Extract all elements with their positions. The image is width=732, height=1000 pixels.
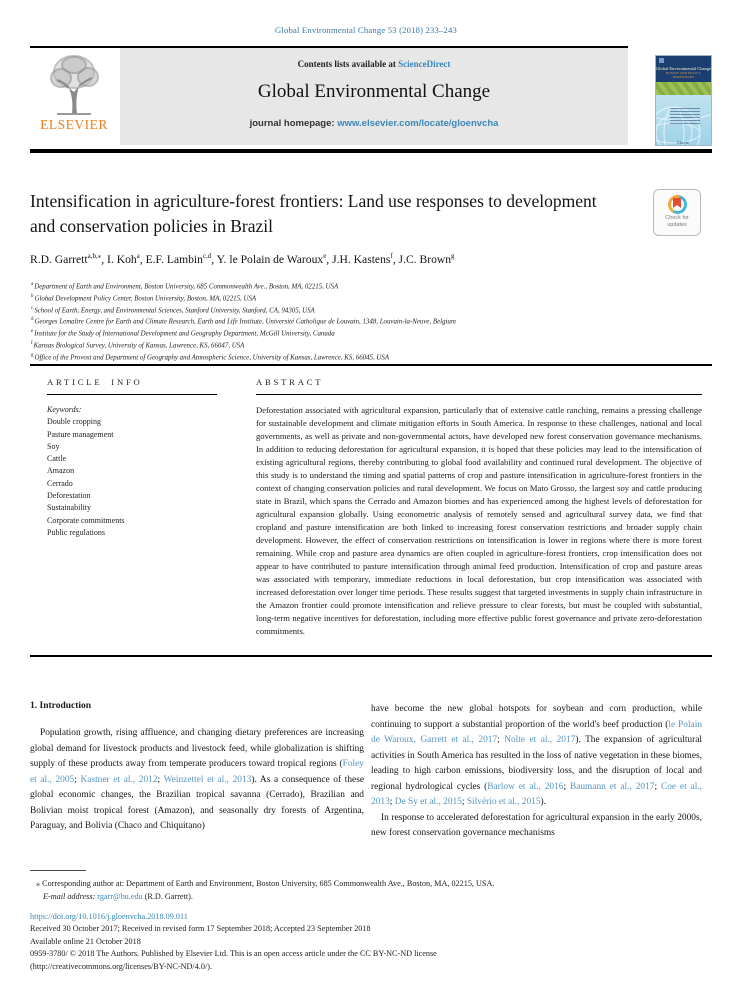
- abstract-column: [256, 377, 702, 638]
- journal-cover-thumbnail[interactable]: [655, 55, 712, 146]
- keyword: Public regulations: [47, 527, 105, 537]
- author[interactable]: J.C. Brown$^g$: [398, 252, 455, 266]
- keyword: Cattle: [47, 454, 67, 464]
- copyright-line: 0959-3780/ © 2018 The Authors. Published by Elsevier Ltd. This is an open access article under the CC BY-NC-ND license: [30, 949, 437, 959]
- abstract-rule: [256, 394, 702, 395]
- email-suffix: (R.D. Garrett).: [142, 892, 193, 901]
- keywords-label: Keywords:: [47, 405, 82, 414]
- keyword: Pasture management: [47, 429, 114, 439]
- journal-title: Global Environmental Change: [257, 81, 491, 102]
- abstract-text: Deforestation associated with agricultural expansion, particularly that of extensive cattle ranching, remains a pressing challenge for sustainable development and climate mitigation efforts in South America. In response to these challenges, national and local governments, as well as private and non-governmental actors, have developed new forest conservation governance mechanisms. In addition to reducing deforestation for agricultural expansion, it is hoped that these policies may lead to the intensification of existing agricultural regions, thereby contributing to global food availability and continued rural development. The objective of this study is to understand the timing and spatial patterns of crop and pasture intensification in agriculture-forest frontiers in the context of changing conservation policies and rural development. We focus on Mato Grosso, the largest soy and cattle producing state in Brazil, which spans the Cerrado and Amazon biomes and has experienced among the highest levels of deforestation for agricultural expansion globally. Using econometric analysis of remotely sensed and agricultural survey data, we find that cropland and pasture intensification are both linked to increasing forest conservation restrictions and broader supply chain development. However, the effect of conservation restrictions on intensification is lower in regions where there is more forest remaining. While crop and pasture area dynamics are often coupled in agriculture-forest frontiers, crop intensification does not appear to have contributed to pasture intensification through animal feed production. Intensification of crop and pasture areas was associated with temporary, immediate reductions in local deforestation, but crop intensification was associated with increased deforestation over longer time periods. These results suggest that targeted investments in supply chain infrastructure in the Amazon frontier could promote intensification and relieve pressure to clear forests, but must be coupled with substantial, long-term negative incentives for deforestation, including more effective public forest governance and private zero-deforestation commitments.: [256, 405, 702, 636]
- article-info-column: [47, 377, 217, 539]
- article-info-heading: ARTICLE INFO: [47, 377, 143, 387]
- author[interactable]: Y. le Polain de Waroux$^e$: [216, 252, 327, 266]
- check-for-updates-badge[interactable]: [653, 189, 701, 236]
- footnote-rule: [30, 870, 86, 871]
- cover-editor-text-block: [670, 108, 700, 126]
- citation-link[interactable]: Weinzettel et al., 2013: [163, 774, 252, 785]
- intro-paragraph: In response to accelerated deforestation for agricultural expansion in the early 2000s, new forest conservation governance mechanisms: [371, 812, 702, 838]
- corresponding-author-note: ⁎ Corresponding author at: Department of Earth and Environment, Boston University, 685 Commonwealth Ave., Boston, MA, 02215, USA.: [36, 879, 495, 888]
- intro-left-column: [30, 726, 364, 835]
- affiliation: $^e$Institute for the Study of International Development and Geography Department, McGill University, Canada: [31, 329, 335, 338]
- homepage-link[interactable]: www.elsevier.com/locate/gloenvcha: [337, 118, 499, 129]
- keyword: Soy: [47, 441, 60, 451]
- keyword: Deforestation: [47, 491, 91, 501]
- intro-paragraph: have become the new global hotspots for soybean and corn production, while continuing to support a substantial proportion of the world's beef production (le Polain de Waroux, Garrett et al., 2017; Nolte et al., 2017). The expansion of agricultural activities in South America has resulted in the loss of native vegetation in these biomes, leading to high carbon emissions, biodiversity loss, and the disruption of local and regional hydrological cycles (Barlow et al., 2016; Baumann et al., 2017; Coe et al., 2013; De Sy et al., 2015; Silvério et al., 2015).: [371, 704, 702, 807]
- journal-homepage-line: [120, 118, 628, 129]
- section-heading-introduction: 1. Introduction: [30, 701, 92, 711]
- affiliation-list: [31, 280, 691, 363]
- cover-publisher: Elsevier: [677, 141, 690, 145]
- email-link[interactable]: rgarr@bu.edu: [97, 892, 143, 901]
- elsevier-wordmark: ELSEVIER: [40, 117, 108, 132]
- cover-tagline: HUMAN AND POLICY DIMENSIONS: [666, 71, 701, 79]
- cover-globe-art: [656, 95, 711, 146]
- license-url-line: (http://creativecommons.org/licenses/BY-NC-ND/4.0/).: [30, 961, 212, 971]
- author[interactable]: R.D. Garrett$^{a,b,⁎}$: [30, 252, 102, 266]
- keyword: Sustainability: [47, 503, 91, 513]
- email-line: [30, 890, 702, 903]
- author-list: R.D. Garrett$^{a,b,⁎}$, I. Koh$^a$, E.F. Lambin$^{c,d}$, Y. le Polain de Waroux$^e$, J.H. Kastens$^f$, J.C. Brown$^g$: [30, 252, 455, 266]
- citation-link[interactable]: Silvério et al., 2015: [466, 797, 541, 807]
- author[interactable]: I. Koh$^a$: [107, 252, 140, 266]
- affiliation: $^g$Office of the Provost and Department of Geography and Atmospheric Science, University of Kansas, Lawrence, KS, 66045, USA: [31, 352, 390, 362]
- journal-banner: [120, 48, 628, 145]
- homepage-prefix: journal homepage:: [249, 118, 338, 129]
- abstract-bottom-rule: [30, 655, 712, 657]
- keyword: Corporate commitments: [47, 515, 125, 525]
- keyword: Amazon: [47, 466, 75, 476]
- elsevier-logo[interactable]: [30, 52, 118, 146]
- crossmark-icon: [668, 195, 687, 214]
- header-bottom-rule: [30, 149, 712, 153]
- contents-prefix: Contents lists available at: [297, 59, 399, 69]
- affiliation: $^a$Department of Earth and Environment, Boston University, 685 Commonwealth Ave., Boston, MA, 02215, USA: [31, 282, 339, 291]
- doi-link[interactable]: https://doi.org/10.1016/j.gloenvcha.2018.09.011: [30, 912, 188, 921]
- article-history-block: [30, 911, 702, 973]
- intro-paragraph: Population growth, rising affluence, and changing dietary preferences are increasing global demand for livestock products and livestock feed, while globalization is shifting supply of these products away from temperate producers toward tropical regions (Foley et al., 2005; Kastner et al., 2012; Weinzettel et al., 2013). As a consequence of these global economic changes, the Brazilian tropical savanna (Cerrado), Brazilian and Bolivian moist tropical forest (Amazon), and seasonally dry forests of Argentina, Paraguay, and Bolivia (Chaco and Chiquitano): [30, 728, 365, 831]
- citation-link[interactable]: Baumann et al., 2017: [569, 781, 655, 792]
- citation-link[interactable]: Foley et al., 2005: [30, 759, 364, 785]
- affiliation: $^b$Global Development Policy Center, Boston University, Boston, MA, 02215, USA: [31, 293, 257, 303]
- keyword: Cerrado: [47, 478, 73, 488]
- cover-publisher-mark-icon: [659, 58, 664, 63]
- info-section-top-rule: [30, 364, 712, 366]
- cover-green-band: [656, 82, 711, 95]
- correspondence-footnote: [30, 877, 702, 903]
- author[interactable]: E.F. Lambin$^{c,d}$: [145, 252, 212, 266]
- article-info-rule: [47, 394, 217, 395]
- citation-link[interactable]: le Polain de Waroux, Garrett et al., 2017: [371, 719, 702, 745]
- citation-link[interactable]: Coe et al., 2013: [371, 781, 702, 807]
- citation-link[interactable]: De Sy et al., 2015: [394, 797, 462, 807]
- sciencedirect-link[interactable]: ScienceDirect: [398, 59, 451, 69]
- received-line: Received 30 October 2017; Received in revised form 17 September 2018; Accepted 23 September 2018: [30, 924, 371, 934]
- affiliation: $^f$Kansas Biological Survey, University of Kansas, Lawrence, KS, 66047, USA: [31, 340, 245, 350]
- elsevier-tree-icon: [30, 52, 118, 116]
- author[interactable]: J.H. Kastens$^f$: [332, 252, 393, 266]
- affiliation: $^c$School of Earth, Energy, and Environmental Sciences, Stanford University, Stanford, CA, 94305, USA: [31, 305, 315, 314]
- abstract-heading: ABSTRACT: [256, 377, 324, 387]
- article-title: Intensification in agriculture-forest frontiers: Land use responses to development and conservation policies in Brazil: [30, 191, 597, 237]
- keywords-block: [47, 404, 217, 539]
- citation-link[interactable]: Barlow et al., 2016: [487, 781, 564, 792]
- keyword: Double cropping: [47, 417, 101, 427]
- citation-link[interactable]: Nolte et al., 2017: [504, 735, 576, 745]
- contents-line: [120, 59, 628, 69]
- affiliation: $^d$Georges Lemaître Centre for Earth and Climate Research, Earth and Life Institute, Université Catholique de Louvain, 1348, Louvain-la-Neuve, Belgium: [31, 317, 456, 326]
- running-head-citation: Global Environmental Change 53 (2018) 233–243: [274, 25, 458, 35]
- available-online-line: Available online 21 October 2018: [30, 936, 141, 946]
- cover-header-band: [656, 56, 711, 82]
- email-label: E-mail address:: [43, 892, 96, 901]
- check-badge-label: Check for updates: [665, 215, 689, 228]
- citation-link[interactable]: Kastner et al., 2012: [80, 774, 158, 785]
- intro-right-column: [371, 702, 702, 842]
- cover-title: Global Environmental Change: [656, 66, 711, 71]
